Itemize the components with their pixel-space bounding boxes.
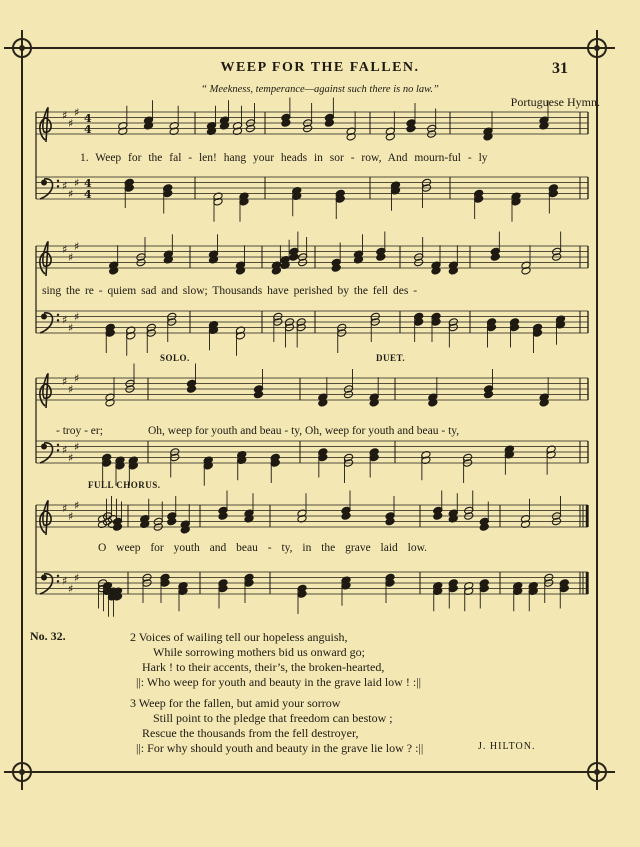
lyrics-line-1: 1. Weep for the fal - len! hang your heads in sor - row, And mourn-ful - ly — [80, 152, 488, 164]
sharp-icon: ♯ — [68, 383, 74, 396]
sharp-icon: ♯ — [68, 510, 74, 523]
bass-clef-dot — [57, 444, 59, 446]
solo-mark: SOLO. — [160, 353, 190, 363]
epigraph: “ Meekness, temperance—against such there is no law.” — [201, 84, 439, 95]
sharp-icon: ♯ — [62, 313, 68, 327]
sharp-icon: ♯ — [74, 310, 80, 324]
bass-clef-dot — [57, 185, 59, 187]
verse-line: 2 Voices of wailing tell our hopeless anguish, — [130, 630, 348, 644]
treble-clef-icon — [40, 374, 51, 408]
verse-line: 3 Weep for the fallen, but amid your sorrow — [130, 696, 341, 710]
sharp-icon: ♯ — [74, 372, 80, 385]
sharp-icon: ♯ — [74, 571, 80, 585]
bass-clef-icon — [41, 575, 47, 581]
treble-clef-icon — [40, 108, 51, 142]
verse-line: ||: For why should youth and beauty in the grave lie low ? :|| — [136, 741, 424, 755]
sharp-icon: ♯ — [68, 251, 74, 264]
hymn-number: No. 32. — [30, 629, 66, 643]
sharp-icon: ♯ — [68, 321, 74, 335]
duet-mark: DUET. — [376, 353, 406, 363]
treble-clef-icon — [40, 501, 51, 535]
sharp-icon: ♯ — [62, 443, 68, 457]
bass-clef-dot — [57, 575, 59, 577]
sharp-icon: ♯ — [74, 176, 80, 190]
verse-line: Hark ! to their accents, their’s, the broken-hearted, — [142, 660, 385, 674]
sharp-icon: ♯ — [68, 451, 74, 465]
sharp-icon: ♯ — [62, 242, 68, 256]
sharp-icon: ♯ — [74, 240, 80, 253]
sharp-icon: ♯ — [62, 501, 68, 515]
verse-line: ||: Who weep for youth and beauty in the grave laid low ! :|| — [136, 675, 421, 689]
page-number: 31 — [552, 60, 568, 77]
sharp-icon: ♯ — [62, 179, 68, 193]
sharp-icon: ♯ — [74, 440, 80, 454]
time-signature-top: 4 — [84, 112, 92, 125]
bass-clef-dot — [57, 314, 59, 316]
sharp-icon: ♯ — [62, 108, 68, 122]
lyrics-line-3b: Oh, weep for youth and beau - ty, Oh, weep for youth and beau - ty, — [148, 425, 460, 437]
bass-clef-dot — [57, 319, 59, 321]
page-title: WEEP FOR THE FALLEN. — [220, 60, 420, 75]
treble-clef-icon — [40, 242, 51, 276]
bass-clef-dot — [57, 580, 59, 582]
bass-clef-dot — [57, 180, 59, 182]
sharp-icon: ♯ — [68, 582, 74, 596]
time-signature-bottom: 4 — [84, 123, 92, 136]
sharp-icon: ♯ — [62, 374, 68, 388]
time-signature-top: 4 — [84, 177, 92, 190]
sharp-icon: ♯ — [74, 499, 80, 512]
lyrics-line-3a: - troy - er; — [56, 425, 103, 437]
bass-clef-icon — [41, 444, 47, 450]
tune-name: Portuguese Hymn. — [510, 95, 600, 109]
bass-clef-icon — [41, 180, 47, 186]
bass-clef-icon — [41, 314, 47, 320]
sharp-icon: ♯ — [68, 187, 74, 201]
verse-line: Rescue the thousands from the fell destroyer, — [142, 726, 359, 740]
lyrics-line-2: sing the re - quiem sad and slow; Thousands have perished by the fell des - — [42, 285, 418, 297]
sharp-icon: ♯ — [74, 106, 80, 119]
lyrics-line-4: O weep for youth and beau - ty, in the grave laid low. — [98, 542, 428, 554]
bass-clef-dot — [57, 449, 59, 451]
time-signature-bottom: 4 — [84, 188, 92, 201]
sharp-icon: ♯ — [62, 574, 68, 588]
sharp-icon: ♯ — [68, 117, 74, 130]
author-credit: J. HILTON. — [478, 741, 536, 752]
verse-line: While sorrowing mothers bid us onward go; — [153, 645, 365, 659]
verse-line: Still point to the pledge that freedom can bestow ; — [153, 711, 393, 725]
full-chorus-mark: FULL CHORUS. — [88, 480, 161, 490]
